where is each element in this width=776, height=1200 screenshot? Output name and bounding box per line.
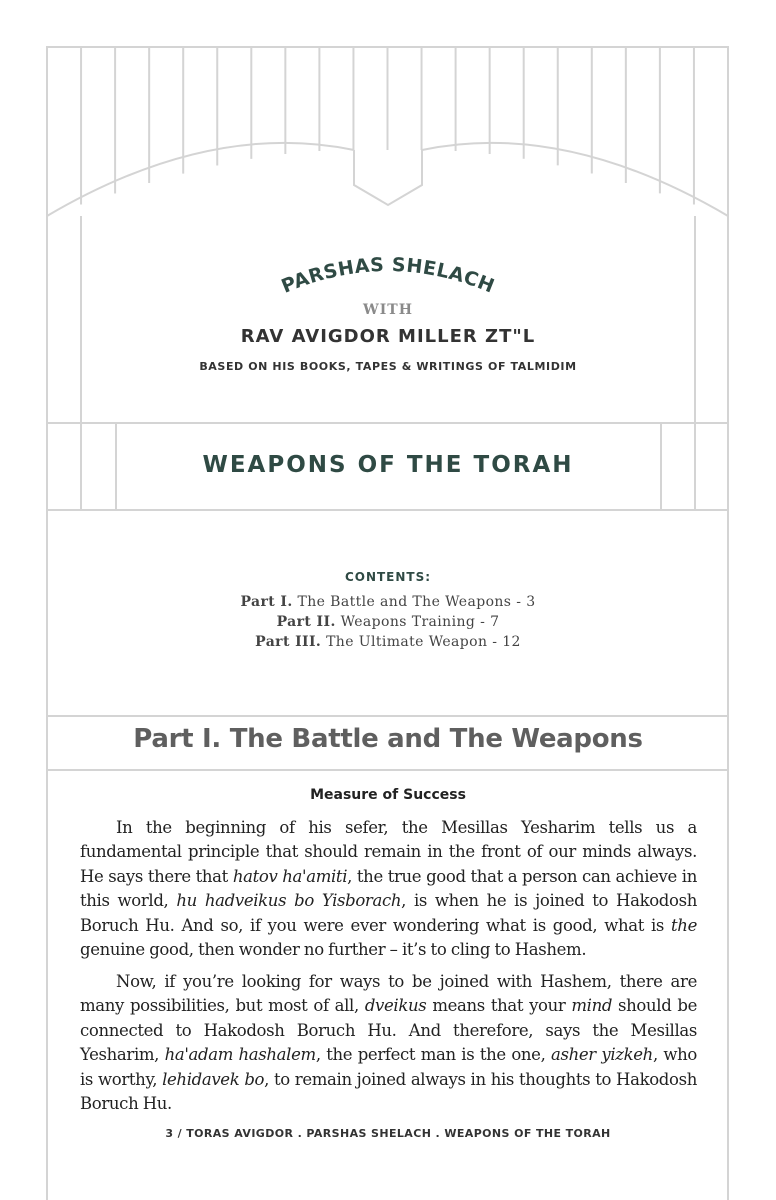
toc-item[interactable] (0, 632, 776, 652)
toc-text: The Ultimate Weapon - 12 (326, 634, 521, 650)
body-paragraph-2: Now, if you’re looking for ways to be joined with Hashem, there are many possibilities, but most of all, dveikus means that your mind should be connected to Hakodosh Boruch Hu. And therefore, says the Mesillas Yesharim, ha'adam hashalem, the perfect man is the one, asher yizkeh, who is worthy, lehidavek bo, to remain joined always in his thoughts to Hakodosh Boruch Hu. (80, 972, 697, 1114)
with-label: WITH (363, 302, 413, 318)
section-heading: Part I. The Battle and The Weapons (133, 724, 643, 754)
toc-part: Part I. (240, 594, 293, 610)
rav-name: RAV AVIGDOR MILLER ZT"L (240, 326, 536, 347)
body-paragraph-1: In the beginning of his sefer, the Mesillas Yesharim tells us a fundamental principle that should remain in the front of our minds always. He says there that hatov ha'amiti, the true good that a person can achieve in this world, hu hadveikus bo Yisborach, is when he is joined to Hakodosh Boruch Hu. And so, if you were ever wondering what is good, what is the genuine good, then wonder no further – it’s to cling to Hashem. (80, 818, 697, 960)
toc-text: Weapons Training - 7 (340, 614, 500, 630)
page-title: WEAPONS OF THE TORAH (202, 452, 574, 478)
based-on-line: BASED ON HIS BOOKS, TAPES & WRITINGS OF TALMIDIM (199, 360, 577, 373)
toc-part: Part III. (255, 634, 322, 650)
page-footer: 3 / TORAS AVIGDOR . PARSHAS SHELACH . WEAPONS OF THE TORAH (165, 1127, 611, 1140)
parshas-arc-text: PARSHAS SHELACH (278, 253, 498, 298)
parshas-title (260, 248, 516, 308)
toc-item[interactable] (0, 612, 776, 632)
table-of-contents (0, 592, 776, 652)
toc-text: The Battle and The Weapons - 3 (297, 594, 536, 610)
toc-part: Part II. (276, 614, 336, 630)
svg-text:PARSHAS SHELACH (278, 254, 497, 298)
toc-item[interactable] (0, 592, 776, 612)
contents-label: CONTENTS: (344, 570, 432, 584)
section-subheading: Measure of Success (310, 787, 466, 803)
